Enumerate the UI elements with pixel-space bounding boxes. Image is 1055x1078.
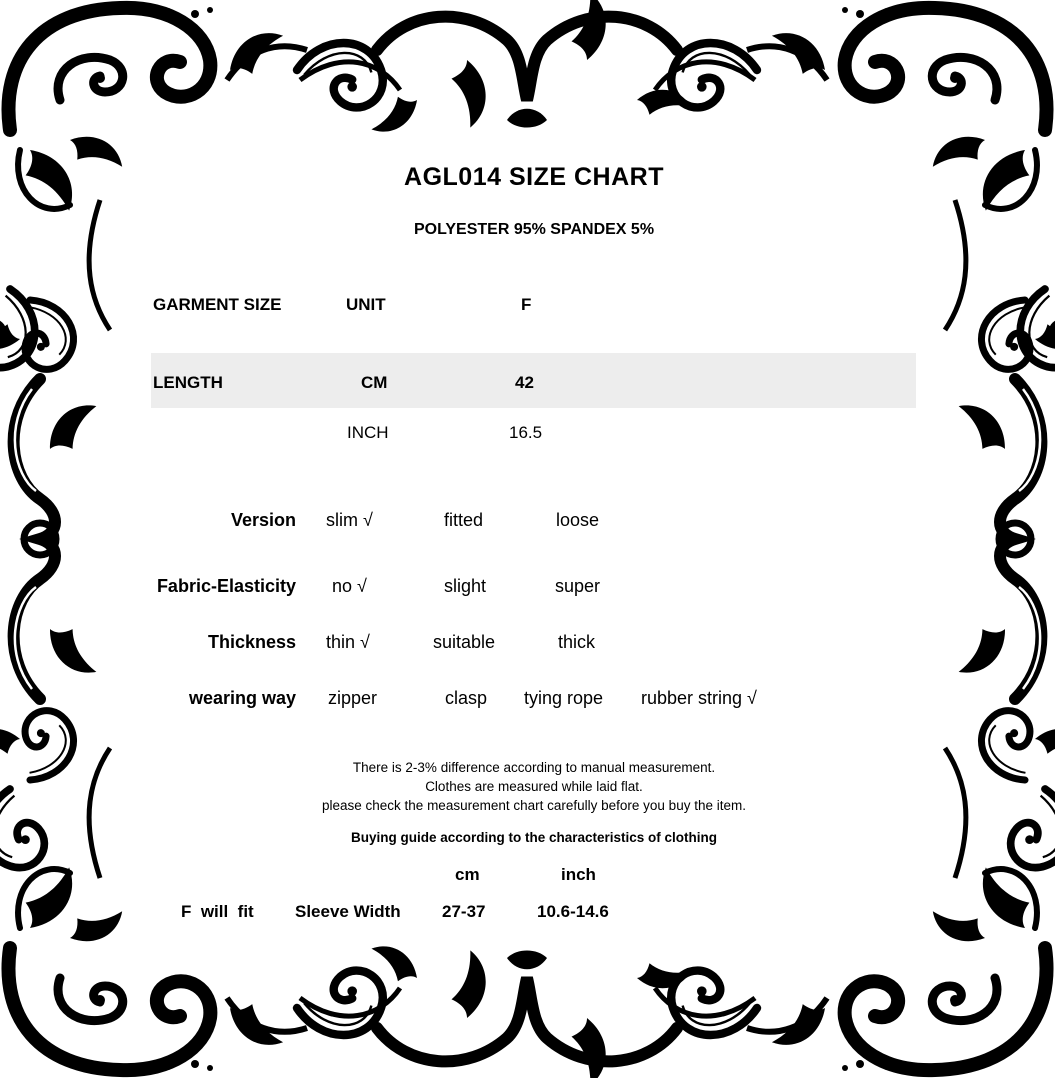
attr-wearing-way-label: wearing way	[188, 688, 296, 708]
note-line: Clothes are measured while laid flat.	[425, 779, 643, 794]
attr-version-option: fitted	[444, 510, 484, 530]
page-title: AGL014 SIZE CHART	[404, 163, 664, 191]
attr-wearing-way-option: rubber string √	[641, 688, 757, 708]
note-line: please check the measurement chart carefully before you buy the item.	[322, 798, 746, 813]
row-inch-unit: INCH	[347, 423, 389, 442]
attr-thickness-option: thin √	[326, 632, 370, 652]
attr-elasticity-option: super	[555, 576, 601, 596]
guide-col-inch: inch	[561, 865, 596, 884]
guide-col-cm: cm	[455, 865, 480, 884]
table-header-size-f: F	[521, 295, 532, 314]
attr-elasticity-label: Fabric-Elasticity	[156, 576, 296, 596]
material-composition: POLYESTER 95% SPANDEX 5%	[413, 221, 655, 238]
attr-thickness-option: suitable	[433, 632, 496, 652]
guide-inch-range: 10.6-14.6	[537, 902, 609, 921]
attr-wearing-way-option: zipper	[328, 688, 378, 708]
row-length-unit: CM	[361, 373, 388, 392]
attr-version-option: slim √	[326, 510, 373, 530]
attr-thickness-label: Thickness	[207, 632, 296, 652]
attr-version-label: Version	[230, 510, 296, 530]
attr-elasticity-option: slight	[444, 576, 487, 596]
guide-cm-range: 27-37	[442, 902, 486, 921]
attr-thickness-option: thick	[558, 632, 596, 652]
guide-measure: Sleeve Width	[295, 902, 401, 921]
attr-elasticity-option: no √	[332, 576, 367, 596]
row-inch-value: 16.5	[509, 423, 543, 442]
guide-fit-label: F will fit	[181, 902, 254, 921]
attr-wearing-way-option: clasp	[445, 688, 488, 708]
note-line: There is 2-3% difference according to manual measurement.	[352, 760, 716, 775]
row-length-label: LENGTH	[153, 373, 223, 392]
table-header-unit: UNIT	[346, 295, 386, 314]
row-length-value: 42	[515, 373, 534, 392]
attr-wearing-way-option: tying rope	[524, 688, 604, 708]
attr-version-option: loose	[556, 510, 600, 530]
buying-guide-title: Buying guide according to the characteristics of clothing	[350, 830, 718, 845]
table-header-garment-size: GARMENT SIZE	[153, 295, 282, 314]
